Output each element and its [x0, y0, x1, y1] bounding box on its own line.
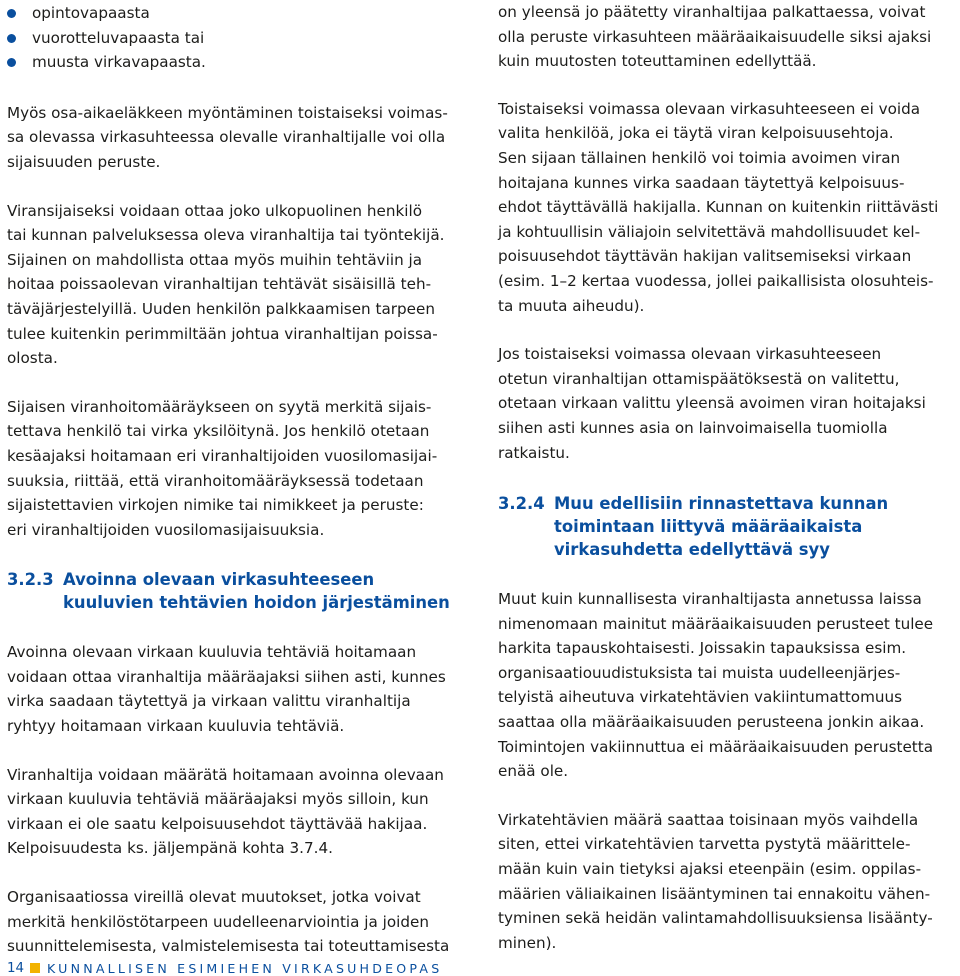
paragraph: Sijaisen viranhoitomääräykseen on syytä merkitä sijais- tettava henkilö tai virka yksilöitynä. Jos henkilö otetaan kesäajaksi hoitamaan eri viranhaltijoiden vuosilomasijai- suuksia, riittää, että viranhoitomääräyksessä todetaan sijaistettavien virkojen nimike tai nimikkeet ja peruste: eri viranhaltijoiden vuosilomasijaisuuksia.: [7, 397, 438, 539]
section-heading-3-2-4: 3.2.4 Muu edellisiin rinnastettava kunnan toimintaan liittyvä määräaikaista virkasuhdetta edellyttävä syy: [498, 494, 889, 560]
paragraph: Myös osa-aikaeläkkeen myöntäminen toistaiseksi voimas- sa olevassa virkasuhteessa olevalle viranhaltijalle voi olla sijaisuuden peruste.: [7, 103, 448, 171]
paragraph: Organisaatiossa vireillä olevat muutokset, jotka voivat merkitä henkilöstötarpeen uudelleenarviointia ja joiden suunnittelemisesta, valmistelemisesta tai toteuttamisesta: [7, 888, 450, 956]
paragraph: on yleensä jo päätetty viranhaltijaa palkattaessa, voivat olla peruste virkasuhteen määräaikaisuudelle siksi ajaksi kuin muutosten toteuttaminen edellyttää.: [498, 3, 932, 71]
page-footer: [7, 961, 442, 975]
section-heading-3-2-3: 3.2.3 Avoinna olevaan virkasuhteeseen kuuluvien tehtävien hoidon järjestäminen: [7, 570, 450, 613]
left-column: [7, 0, 467, 959]
right-column: [498, 0, 953, 955]
paragraph: Viranhaltija voidaan määrätä hoitamaan avoinna olevaan virkaan kuuluvia tehtäviä määräajaksi myös silloin, kun virkaan ei ole saatu kelpoisuusehdot täyttävää hakijaa. Kelpoisuudesta ks. jäljempänä kohta 3.7.4.: [7, 765, 444, 858]
page-number: 14: [7, 960, 25, 976]
publication-title: KUNNALLISEN ESIMIEHEN VIRKASUHDEOPAS: [47, 960, 443, 976]
paragraph: Avoinna olevaan virkaan kuuluvia tehtäviä hoitamaan voidaan ottaa viranhaltija määräajaksi siihen asti, kunnes virka saadaan täytettyä ja virkaan valittu viranhaltija ryhtyy hoitamaan virkaan kuuluvia tehtäviä.: [7, 643, 446, 736]
list-item: vuorotteluvapaasta tai: [7, 26, 467, 51]
square-marker-icon: [30, 963, 40, 973]
leave-type-list: [7, 1, 467, 75]
paragraph: Virkatehtävien määrä saattaa toisinaan myös vaihdella siten, ettei virkatehtävien tarvetta pystytä määrittele- mään kuin vain tietyksi ajaksi eteenpäin (esim. oppilas- määrien väliaikainen lisääntyminen tai ennakoitu vähen- tyminen sekä heidän valintamahdollisuuksiensa lisäänty- minen).: [498, 810, 933, 952]
paragraph: Viransijaiseksi voidaan ottaa joko ulkopuolinen henkilö tai kunnan palveluksessa oleva viranhaltija tai työntekijä. Sijainen on mahdollista ottaa myös muihin tehtäviin ja hoitaa poissaolevan viranhaltijan tehtävät sisäisillä teh- täväjärjestelyillä. Uuden henkilön palkkaamisen tarpeen tulee kuitenkin perimmiltään johtua viranhaltijan poissa- olosta.: [7, 201, 445, 368]
paragraph: Toistaiseksi voimassa olevaan virkasuhteeseen ei voida valita henkilöä, joka ei täytä viran kelpoisuusehtoja. Sen sijaan tällainen henkilö voi toimia avoimen viran hoitajana kunnes virka saadaan täytettyä kelpoisuus- ehdot täyttävällä hakijalla. Kunnan on kuitenkin riittävästi ja kohtuullisin väliajoin selvitettävä mahdollisuudet kel- poisuusehdot täyttävän hakijan valitsemiseksi virkaan (esim. 1–2 kertaa vuodessa, jollei paikallisista olosuhteis- ta muuta aiheudu).: [498, 99, 939, 315]
paragraph: Jos toistaiseksi voimassa olevaan virkasuhteeseen otetun viranhaltijan ottamispäätöksestä on valitettu, otetaan virkaan valittu yleensä avoimen viran hoitajaksi siihen asti kunnes asia on lainvoimaisella tuomiolla ratkaistu.: [498, 345, 926, 462]
paragraph: Muut kuin kunnallisesta viranhaltijasta annetussa laissa nimenomaan mainitut määräaikaisuuden perusteet tulee harkita tapauskohtaisesti. Joissakin tapauksissa esim. organisaatiouudistuksista tai muista uudelleenjärjes- telyistä aiheutuva virkatehtävien vakiintumattomuus saattaa olla määräaikaisuuden perusteena jonkin aikaa. Toimintojen vakiinnuttua ei määräaikaisuuden perustetta enää ole.: [498, 590, 934, 781]
list-item: opintovapaasta: [7, 1, 467, 26]
list-item: muusta virkavapaasta.: [7, 50, 467, 75]
